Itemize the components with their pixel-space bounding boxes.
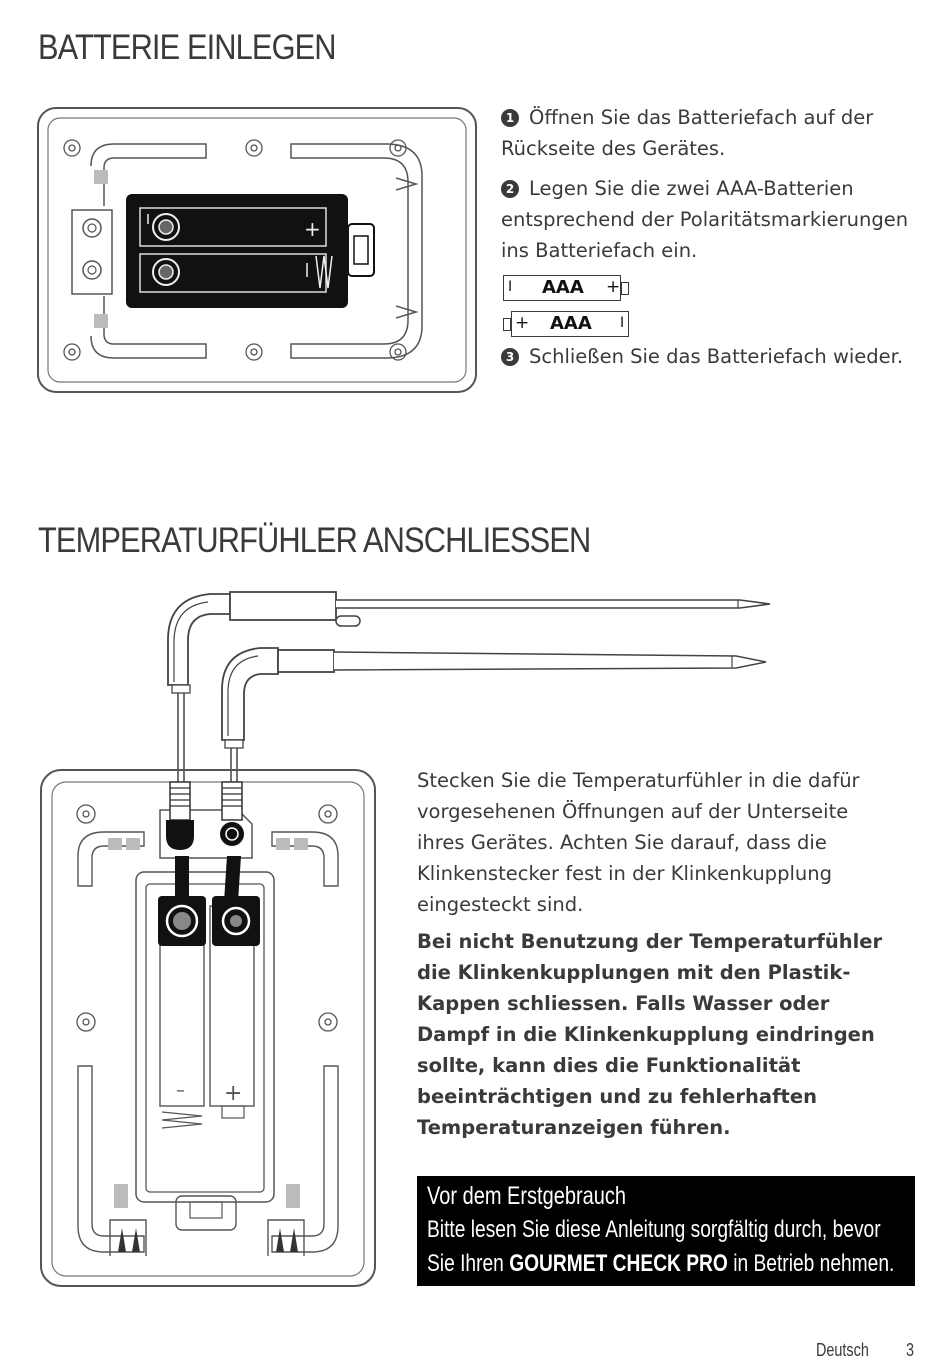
step-2-text: Legen Sie die zwei AAA-Batterien entsprechend der Polaritätsmarkierungen ins Batteriefach ein. xyxy=(501,177,909,262)
footer-language: Deutsch xyxy=(816,1340,869,1360)
device-back-illustration xyxy=(38,766,378,1290)
step-3-text: Schließen Sie das Batteriefach wieder. xyxy=(529,345,904,368)
footer-page-number: 3 xyxy=(906,1340,915,1360)
battery-diagram-1 xyxy=(503,275,621,301)
illustration-minus-label: – xyxy=(176,1080,185,1101)
battery-diagram-2 xyxy=(511,311,629,337)
step-2-number: 2 xyxy=(501,180,519,198)
battery-1-minus: I xyxy=(508,279,513,295)
battery-1-plus: + xyxy=(606,277,621,297)
probe-instructions: Stecken Sie die Temperaturfühler in die dafür vorgesehenen Öffnungen auf der Unterseite ihres Gerätes. Achten Sie darauf, dass die Klinkenstecker fest in der Klinkenkupplung eingesteckt sind. xyxy=(417,769,860,916)
probe-warning: Bei nicht Benutzung der Temperaturfühler die Klinkenkupplungen mit den Plastik-Kappen schliessen. Falls Wasser oder Dampf in die Klinkenkupplung eindringen sollte, kann dies die Funktionalität beeinträchtigen und zu fehlerhaften Temperaturanzeigen führen. xyxy=(417,930,883,1139)
infobox-text xyxy=(427,1213,907,1281)
infobox-text-after: in Betrieb nehmen. xyxy=(733,1250,895,1277)
battery-1-cap xyxy=(621,282,629,295)
infobox-text-before: Bitte lesen Sie diese Anleitung sorgfältig durch, bevor Sie Ihren xyxy=(427,1216,881,1277)
step-1 xyxy=(501,102,931,164)
battery-1-label: AAA xyxy=(542,277,584,298)
infobox-title: Vor dem Erstgebrauch xyxy=(427,1182,626,1210)
step-3-number: 3 xyxy=(501,348,519,366)
step-2 xyxy=(501,173,931,266)
battery-2-cap xyxy=(503,318,511,331)
battery-2-minus: I xyxy=(620,315,625,331)
step-1-number: 1 xyxy=(501,109,519,127)
infobox-product: GOURMET CHECK PRO xyxy=(509,1250,728,1277)
svg-text:+: + xyxy=(304,217,321,241)
first-use-infobox xyxy=(417,1176,915,1286)
step-3 xyxy=(501,341,941,372)
step-1-text: Öffnen Sie das Batteriefach auf der Rückseite des Gerätes. xyxy=(501,106,874,160)
section-heading-battery: BATTERIE EINLEGEN xyxy=(38,28,336,67)
battery-2-label: AAA xyxy=(550,313,592,334)
illustration-plus-label: + xyxy=(224,1081,243,1106)
battery-compartment-illustration xyxy=(36,106,480,396)
section-heading-probes: TEMPERATURFÜHLER ANSCHLIESSEN xyxy=(38,521,591,560)
battery-2-plus: + xyxy=(515,313,530,333)
